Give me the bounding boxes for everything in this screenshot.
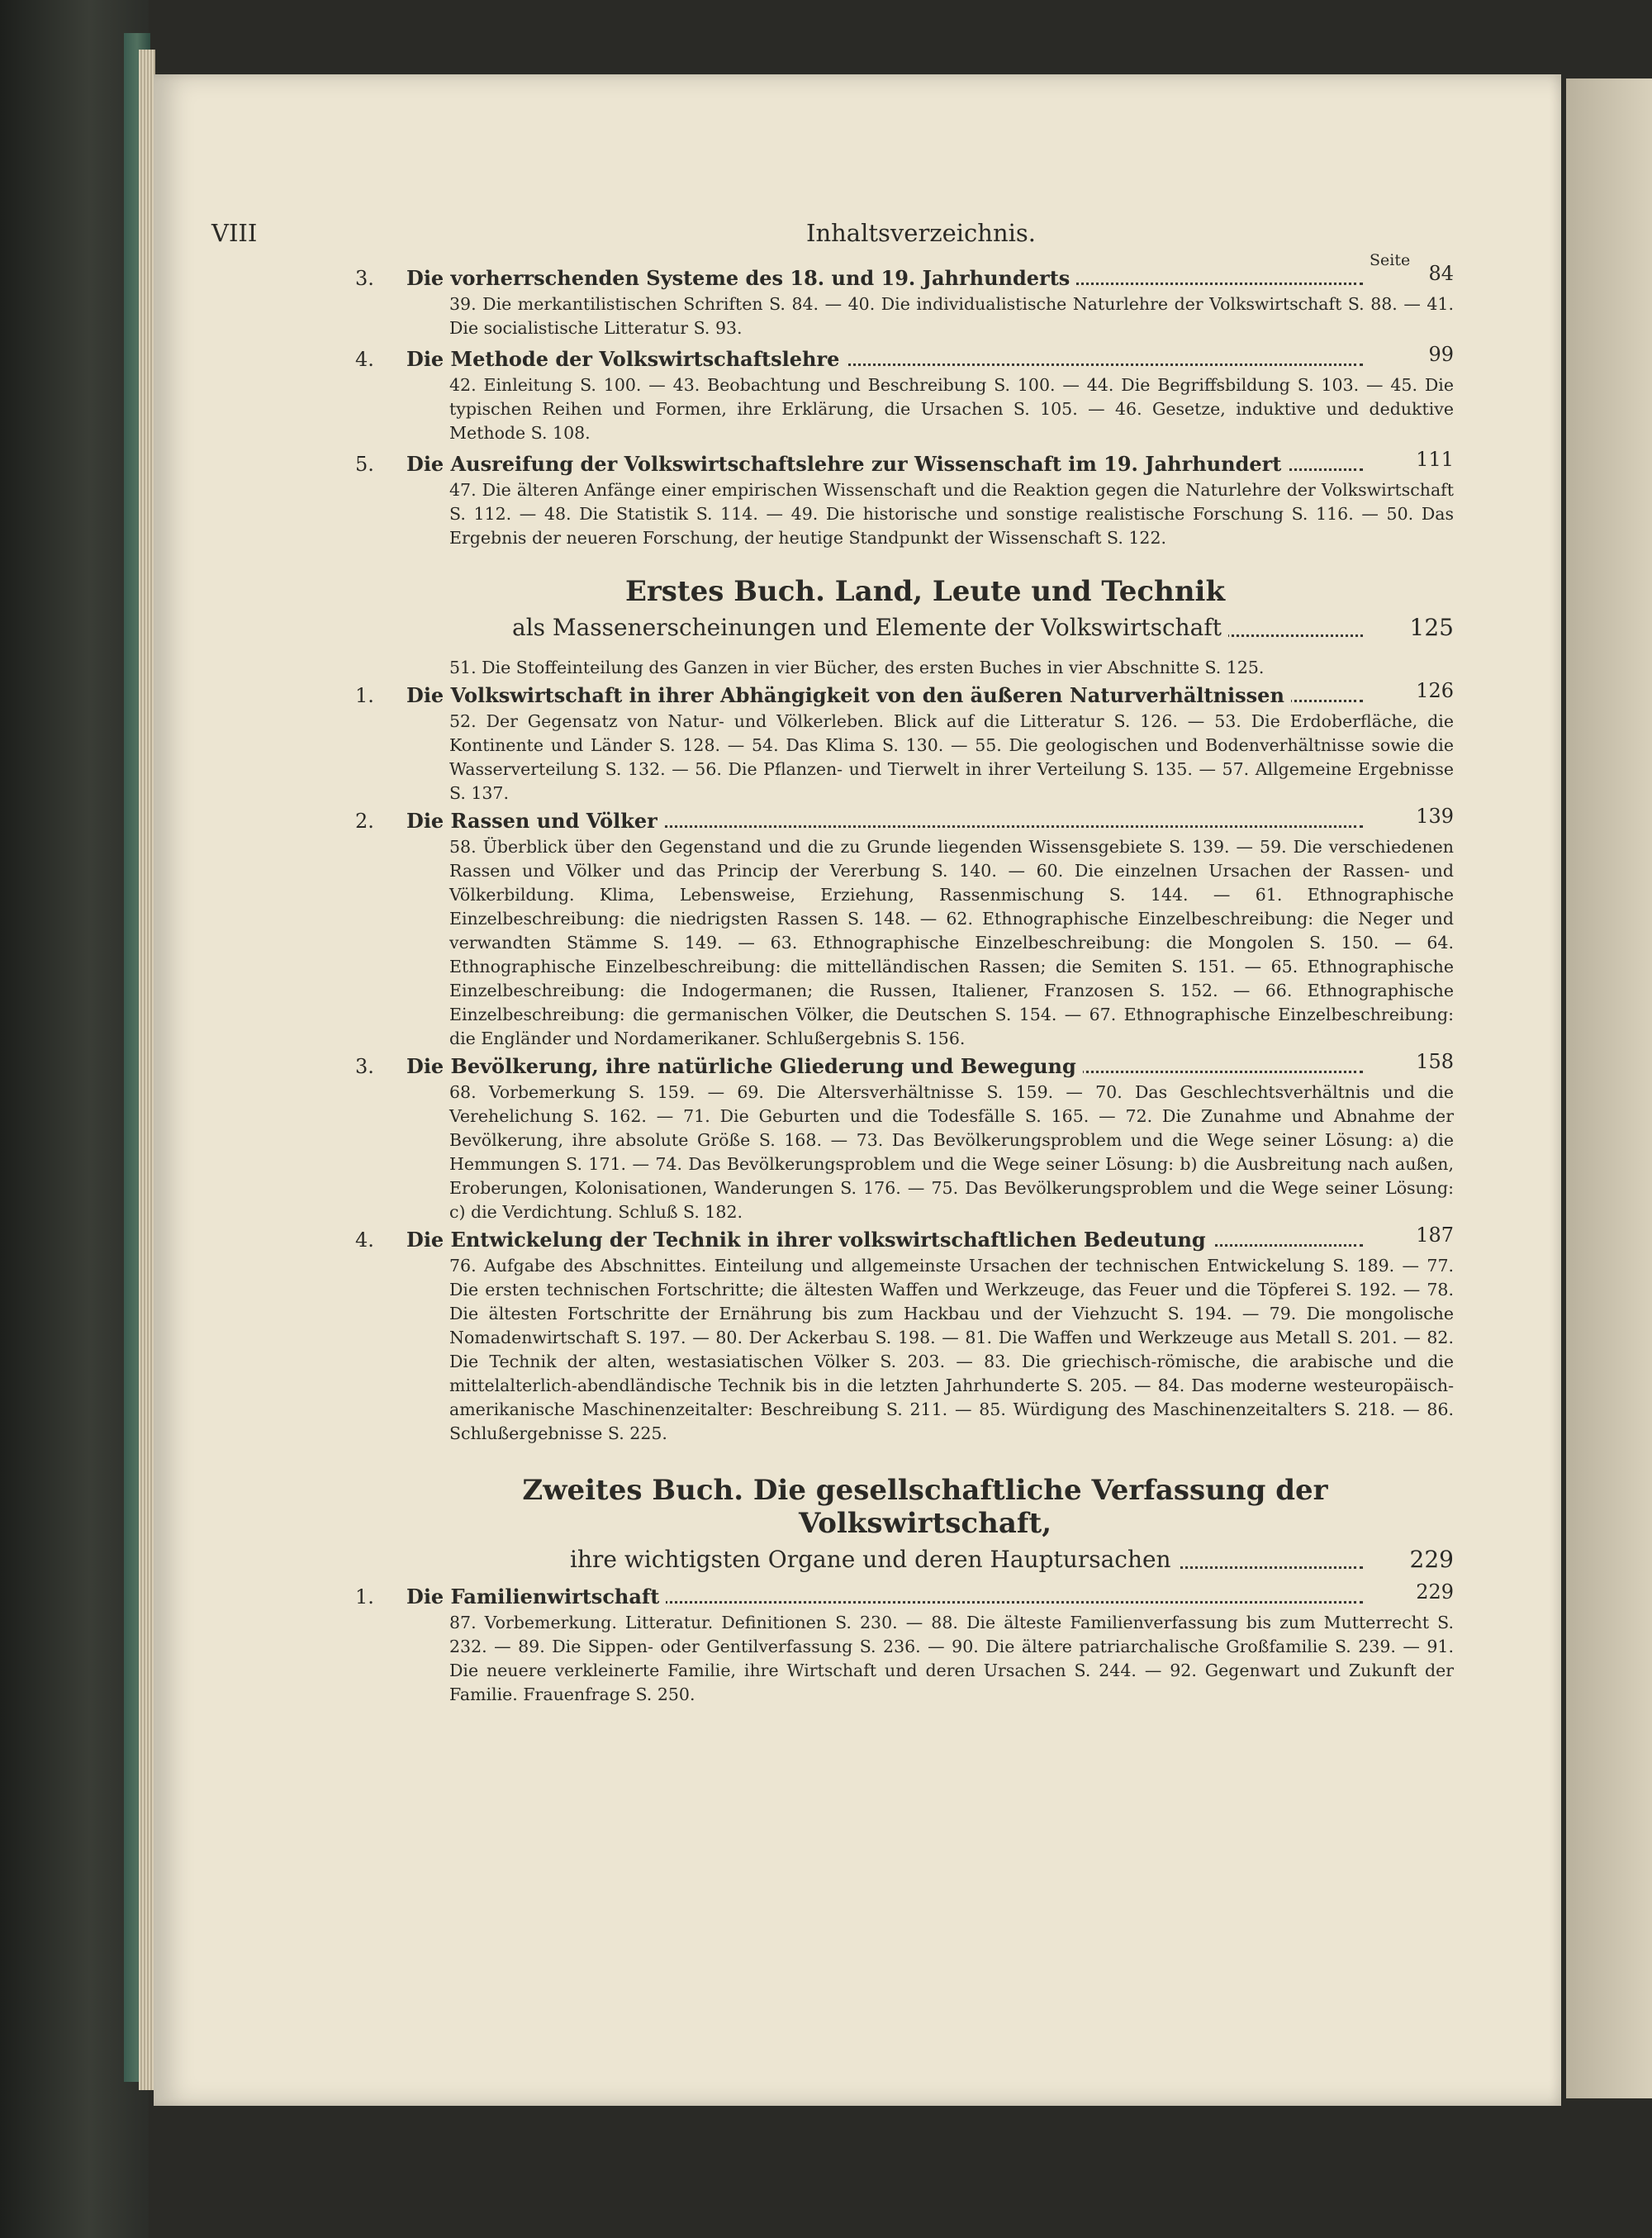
adjacent-page-edge — [1566, 78, 1652, 2098]
entry-number: 5. — [355, 453, 374, 476]
book-page-number: 229 — [1409, 1546, 1454, 1573]
entry-title: Die Volkswirtschaft in ihrer Abhängigkeit von den äußeren Naturverhältnissen — [406, 683, 1291, 707]
entry-title: Die Ausreifung der Volkswirtschaftslehre zur Wissenschaft im 19. Jahrhundert — [406, 452, 1288, 476]
entry-description: 52. Der Gegensatz von Natur- und Völkerleben. Blick auf die Litteratur S. 126. — 53. Die Erdoberfläche, die Kontinente und Länder S. 128. — 54. Das Klima S. 130. — 55. Die geologischen und Bodenverhältnisse sowie die Wasserverteilung S. 132. — 56. Die Pflanzen- und Tierwelt in ihrer Verteilung S. 135. — 57. Allgemeine Ergebnisse S. 137. — [449, 711, 1454, 803]
entry-description: 68. Vorbemerkung S. 159. — 69. Die Altersverhältnisse S. 159. — 70. Das Geschlechtsverhältnis und die Verehelichung S. 162. — 71. Die Geburten und die Todesfälle S. 165. — 72. Die Zunahme und Abnahme der Bevölkerung, ihre absolute Größe S. 168. — 73. Das Bevölkerungsproblem und die Wege seiner Lösung: a) die Hemmungen S. 171. — 74. Das Bevölkerungsproblem und die Wege seiner Lösung: b) die Ausbreitung nach außen, Eroberungen, Kolonisationen, Wanderungen S. 176. — 75. Das Bevölkerungsproblem und die Wege seiner Lösung: c) die Verdichtung. Schluß S. 182. — [449, 1082, 1454, 1222]
entry-title: Die Entwickelung der Technik in ihrer volkswirtschaftlichen Bedeutung — [406, 1228, 1213, 1252]
book-page-number: 125 — [1409, 614, 1454, 641]
seite-label: Seite — [1370, 251, 1411, 269]
entry-title-wrap — [406, 1052, 1083, 1081]
book-subtitle-wrap — [570, 1543, 1178, 1576]
toc-entry — [355, 1580, 1454, 1707]
toc-entry — [355, 1224, 1454, 1446]
entry-number: 1. — [355, 1585, 374, 1608]
entry-description: 87. Vorbemerkung. Litteratur. Definitionen S. 230. — 88. Die älteste Familienverfassung bis zum Mutterrecht S. 232. — 89. Die Sippen- oder Gentilverfassung S. 236. — 90. Die ältere patriarchalische Großfamilie S. 239. — 91. Die neuere verkleinerte Familie, ihre Wirtschaft und deren Ursachen S. 244. — 92. Gegenwart und Zukunft der Familie. Frauenfrage S. 250. — [449, 1613, 1454, 1704]
entry-title-wrap — [406, 807, 664, 835]
entry-heading — [355, 805, 1454, 835]
entry-title: Die Bevölkerung, ihre natürliche Gliederung und Bewegung — [406, 1054, 1083, 1078]
entry-heading — [355, 679, 1454, 710]
entry-page: 139 — [1416, 805, 1454, 828]
entry-title-wrap — [406, 1583, 666, 1611]
page-header — [211, 219, 1417, 252]
entry-title: Die vorherrschenden Systeme des 18. und 19. Jahrhunderts — [406, 266, 1076, 290]
running-title: Inhaltsverzeichnis. — [806, 219, 1037, 247]
entry-title-wrap — [406, 345, 846, 373]
entry-page: 158 — [1416, 1050, 1454, 1073]
entry-heading — [355, 1224, 1454, 1254]
entry-heading — [355, 343, 1454, 373]
toc-entry — [355, 805, 1454, 1051]
book-subtitle: ihre wichtigsten Organe und deren Hauptursachen — [570, 1546, 1178, 1573]
table-of-contents — [355, 262, 1454, 1707]
toc-entry — [355, 448, 1454, 550]
entry-heading — [355, 1580, 1454, 1611]
book-heading: Zweites Buch. Die gesellschaftliche Verfassung der Volkswirtschaft, — [522, 1474, 1328, 1540]
entry-heading — [355, 262, 1454, 292]
book-heading: Erstes Buch. Land, Leute und Technik — [624, 575, 1226, 608]
entry-title-wrap — [406, 682, 1291, 710]
entry-description: 47. Die älteren Anfänge einer empirischen Wissenschaft und die Reaktion gegen die Naturlehre der Volkswirtschaft S. 112. — 48. Die Statistik S. 114. — 49. Die historische und sonstige realistische Forschung S. 116. — 50. Das Ergebnis der neueren Forschung, der heutige Standpunkt der Wissenschaft S. 122. — [449, 480, 1454, 548]
page-number: VIII — [211, 219, 258, 247]
page-edges — [139, 50, 155, 2090]
entry-title-wrap — [406, 450, 1288, 478]
entry-description: 76. Aufgabe des Abschnittes. Einteilung und allgemeinste Ursachen der technischen Entwickelung S. 189. — 77. Die ersten technischen Fortschritte; die ältesten Waffen und Werkzeuge, das Feuer und die Töpferei S. 192. — 78. Die ältesten Fortschritte der Ernährung bis zum Hackbau und der Viehzucht S. 194. — 79. Die mongolische Nomadenwirtschaft S. 197. — 80. Der Ackerbau S. 198. — 81. Die Waffen und Werkzeuge aus Metall S. 201. — 82. Die Technik der alten, westasiatischen Völker S. 203. — 83. Die griechisch-römische, die arabische und die mittelalterlich-abendländische Technik bis in die letzten Jahrhunderte S. 205. — 84. Das moderne westeuropäisch-amerikanische Maschinenzeitalter: Beschreibung S. 211. — 85. Würdigung des Maschinenzeitalters S. 218. — 86. Schlußergebnisse S. 225. — [449, 1256, 1454, 1443]
entry-title: Die Familienwirtschaft — [406, 1585, 666, 1608]
toc-entry — [355, 262, 1454, 340]
entry-title: Die Rassen und Völker — [406, 809, 664, 833]
entry-number: 1. — [355, 684, 374, 707]
entry-page: 187 — [1416, 1224, 1454, 1247]
entry-page: 84 — [1428, 262, 1454, 285]
entry-description: 42. Einleitung S. 100. — 43. Beobachtung und Beschreibung S. 100. — 44. Die Begriffsbildung S. 103. — 45. Die typischen Reihen und Formen, ihre Erklärung, die Ursachen S. 105. — 46. Gesetze, induktive und deduktive Methode S. 108. — [449, 375, 1454, 443]
entry-number: 3. — [355, 267, 374, 290]
entry-description: 58. Überblick über den Gegenstand und die zu Grunde liegenden Wissensgebiete S. 139. — 59. Die verschiedenen Rassen und Völker und das Princip der Vererbung S. 140. — 60. Die einzelnen Ursachen der Rassen- und Völkerbildung. Klima, Lebensweise, Erziehung, Rassenmischung S. 144. — 61. Ethnographische Einzelbeschreibung: die niedrigsten Rassen S. 148. — 62. Ethnographische Einzelbeschreibung: die Neger und verwandten Stämme S. 149. — 63. Ethnographische Einzelbeschreibung: die Mongolen S. 150. — 64. Ethnographische Einzelbeschreibung: die mittelländischen Rassen; die Semiten S. 151. — 65. Ethnographische Einzelbeschreibung: die Indogermanen; die Russen, Italiener, Franzosen S. 152. — 66. Ethnographische Einzelbeschreibung: die germanischen Völker, die Deutschen S. 154. — 67. Ethnographische Einzelbeschreibung: die Engländer und Nordamerikaner. Schlußergebnis S. 156. — [449, 837, 1454, 1048]
toc-entry — [355, 679, 1454, 805]
toc-entry — [355, 1050, 1454, 1224]
entry-description: 39. Die merkantilistischen Schriften S. 84. — 40. Die individualistische Naturlehre der Volkswirtschaft S. 88. — 41. Die socialistische Litteratur S. 93. — [449, 294, 1454, 338]
entry-title-wrap — [406, 1226, 1213, 1254]
entry-page: 99 — [1428, 343, 1454, 366]
book-subtitle-row — [512, 611, 1454, 644]
entry-page: 229 — [1416, 1580, 1454, 1604]
entry-heading — [355, 448, 1454, 478]
entry-title-wrap — [406, 264, 1076, 292]
toc-entry — [355, 343, 1454, 445]
entry-page: 111 — [1416, 448, 1454, 471]
book-subtitle-wrap — [512, 611, 1228, 644]
entry-number: 4. — [355, 1228, 374, 1252]
book-subtitle: als Massenerscheinungen und Elemente der Volkswirtschaft — [512, 614, 1228, 641]
entry-number: 2. — [355, 810, 374, 833]
entry-number: 4. — [355, 348, 374, 371]
book-intro: 51. Die Stoffeinteilung des Ganzen in vier Bücher, des ersten Buches in vier Abschnitte S. 125. — [449, 658, 1265, 677]
entry-number: 3. — [355, 1055, 374, 1078]
entry-page: 126 — [1416, 679, 1454, 702]
entry-heading — [355, 1050, 1454, 1081]
entry-title: Die Methode der Volkswirtschaftslehre — [406, 347, 846, 371]
book-subtitle-row — [570, 1543, 1454, 1576]
